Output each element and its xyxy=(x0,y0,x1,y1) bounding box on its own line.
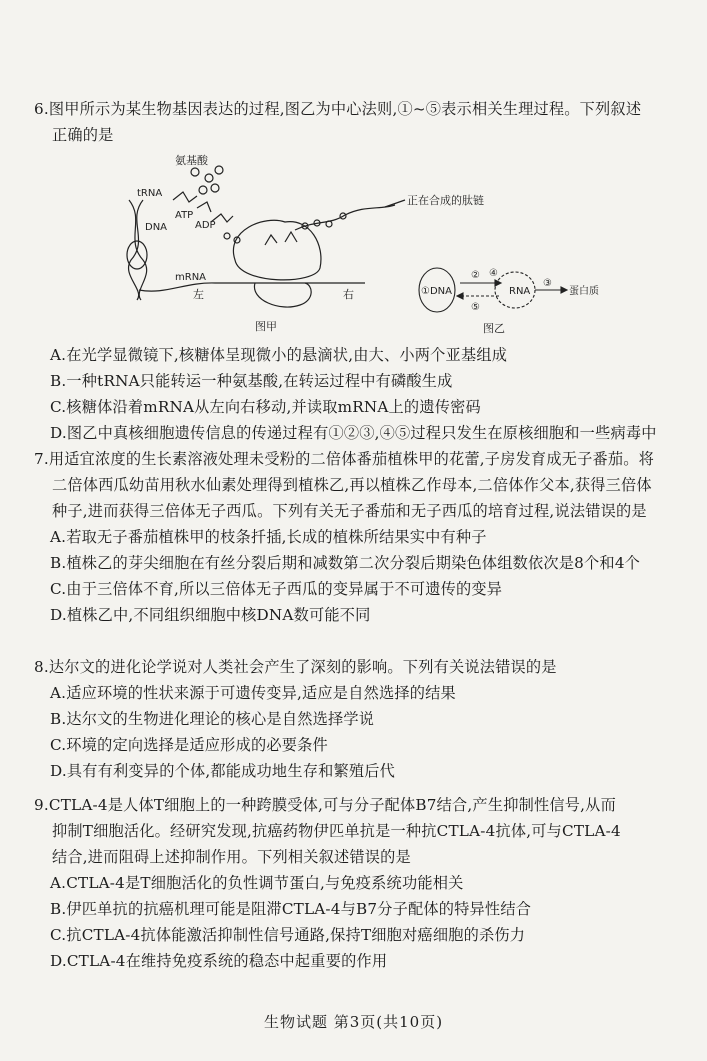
mrna-strand-icon xyxy=(139,283,365,291)
question-9-option-b[interactable]: B.伊匹单抗的抗癌机理可能是阻滞CTLA-4与B7分子配体的特异性结合 xyxy=(50,900,532,918)
question-9-option-d[interactable]: D.CTLA-4在维持免疫系统的稳态中起重要的作用 xyxy=(50,952,388,970)
figure-area xyxy=(115,150,675,340)
question-6-option-a[interactable]: A.在光学显微镜下,核糖体呈现微小的悬滴状,由大、小两个亚基组成 xyxy=(50,346,508,364)
label-b-process-2: ② xyxy=(471,270,480,281)
gene-expression-figure xyxy=(115,150,675,340)
trna-shape-icon xyxy=(173,192,197,202)
question-7-option-b[interactable]: B.植株乙的芽尖细胞在有丝分裂后期和减数第二次分裂后期染色体组数依次是8个和4个 xyxy=(50,554,641,572)
question-8-option-c[interactable]: C.环境的定向选择是适应形成的必要条件 xyxy=(50,736,328,754)
label-b-rna: RNA xyxy=(509,286,531,297)
page-footer: 生物试题 第3页(共10页) xyxy=(263,1013,444,1031)
label-left: 左 xyxy=(193,288,204,301)
figure-a-caption: 图甲 xyxy=(255,320,277,333)
question-6 xyxy=(34,96,684,148)
label-b-process-4: ④ xyxy=(489,268,498,279)
question-6-option-b[interactable]: B.一种tRNA只能转运一种氨基酸,在转运过程中有磷酸生成 xyxy=(50,372,453,390)
dna-loop-icon xyxy=(127,241,147,269)
question-9-option-a[interactable]: A.CTLA-4是T细胞活化的负性调节蛋白,与免疫系统功能相关 xyxy=(50,874,464,892)
figure-b-caption: 图乙 xyxy=(483,322,505,335)
label-atp: ATP xyxy=(175,210,194,221)
question-9 xyxy=(34,792,684,974)
question-9-stem-line-1: 9.CTLA-4是人体T细胞上的一种跨膜受体,可与分子配体B7结合,产生抑制性信号,从而 xyxy=(34,796,616,814)
question-7-stem-line-1: 7.用适宜浓度的生长素溶液处理未受粉的二倍体番茄植株甲的花蕾,子房发育成无子番茄。将 xyxy=(34,450,655,468)
dna-strand-icon xyxy=(129,200,147,300)
label-right: 右 xyxy=(343,288,354,301)
figure-a xyxy=(127,166,405,307)
question-6-option-c[interactable]: C.核糖体沿着mRNA从左向右移动,并读取mRNA上的遗传密码 xyxy=(50,398,481,416)
ribosome-trna-icon xyxy=(265,232,297,245)
label-dna: DNA xyxy=(145,222,168,233)
question-8 xyxy=(34,654,684,784)
label-amino-acid: 氨基酸 xyxy=(175,154,208,167)
question-6-stem-line-2: 正确的是 xyxy=(52,126,114,144)
question-6-stem-line-1: 6.图甲所示为某生物基因表达的过程,图乙为中心法则,①~⑤表示相关生理过程。下列叙述 xyxy=(34,100,642,118)
question-7-stem-line-3: 种子,进而获得三倍体无子西瓜。下列有关无子番茄和无子西瓜的培育过程,说法错误的是 xyxy=(52,502,647,520)
question-7-option-a[interactable]: A.若取无子番茄植株甲的枝条扦插,长成的植株所结果实中有种子 xyxy=(50,528,487,546)
trna-shape-icon-2 xyxy=(197,202,211,212)
question-8-option-d[interactable]: D.具有有利变异的个体,都能成功地生存和繁殖后代 xyxy=(50,762,396,780)
question-6-options xyxy=(34,342,684,446)
ribosome-large-subunit-icon xyxy=(233,220,321,280)
question-6-option-d[interactable]: D.图乙中真核细胞遗传信息的传递过程有①②③,④⑤过程只发生在原核细胞和一些病毒中 xyxy=(50,424,657,442)
question-8-stem-line-1: 8.达尔文的进化论学说对人类社会产生了深刻的影响。下列有关说法错误的是 xyxy=(34,658,557,676)
label-b-process-3: ③ xyxy=(543,278,552,289)
label-b-dna: ①DNA xyxy=(421,286,452,297)
question-8-option-b[interactable]: B.达尔文的生物进化理论的核心是自然选择学说 xyxy=(50,710,375,728)
label-trna: tRNA xyxy=(137,188,163,199)
question-9-option-c[interactable]: C.抗CTLA-4抗体能激活抑制性信号通路,保持T细胞对癌细胞的杀伤力 xyxy=(50,926,526,944)
question-7 xyxy=(34,446,684,628)
label-adp: ADP xyxy=(195,220,216,231)
label-peptide: 正在合成的肽链 xyxy=(407,194,484,207)
question-9-stem-line-3: 结合,进而阻碍上述抑制作用。下列相关叙述错误的是 xyxy=(52,848,411,866)
label-b-process-5: ⑤ xyxy=(471,302,480,313)
ribosome-small-subunit-icon xyxy=(254,283,311,307)
label-mrna: mRNA xyxy=(175,272,207,283)
question-8-option-a[interactable]: A.适应环境的性状来源于可遗传变异,适应是自然选择的结果 xyxy=(50,684,456,702)
question-7-option-c[interactable]: C.由于三倍体不育,所以三倍体无子西瓜的变异属于不可遗传的变异 xyxy=(50,580,503,598)
amino-acid-icons xyxy=(191,166,223,194)
question-7-stem-line-2: 二倍体西瓜幼苗用秋水仙素处理得到植株乙,再以植株乙作母本,二倍体作父本,获得三倍体 xyxy=(52,476,652,494)
question-7-option-d[interactable]: D.植株乙中,不同组织细胞中核DNA数可能不同 xyxy=(50,606,371,624)
question-9-stem-line-2: 抑制T细胞活化。经研究发现,抗癌药物伊匹单抗是一种抗CTLA-4抗体,可与CTLA-4 xyxy=(52,822,621,840)
label-b-protein: 蛋白质 xyxy=(569,286,599,297)
